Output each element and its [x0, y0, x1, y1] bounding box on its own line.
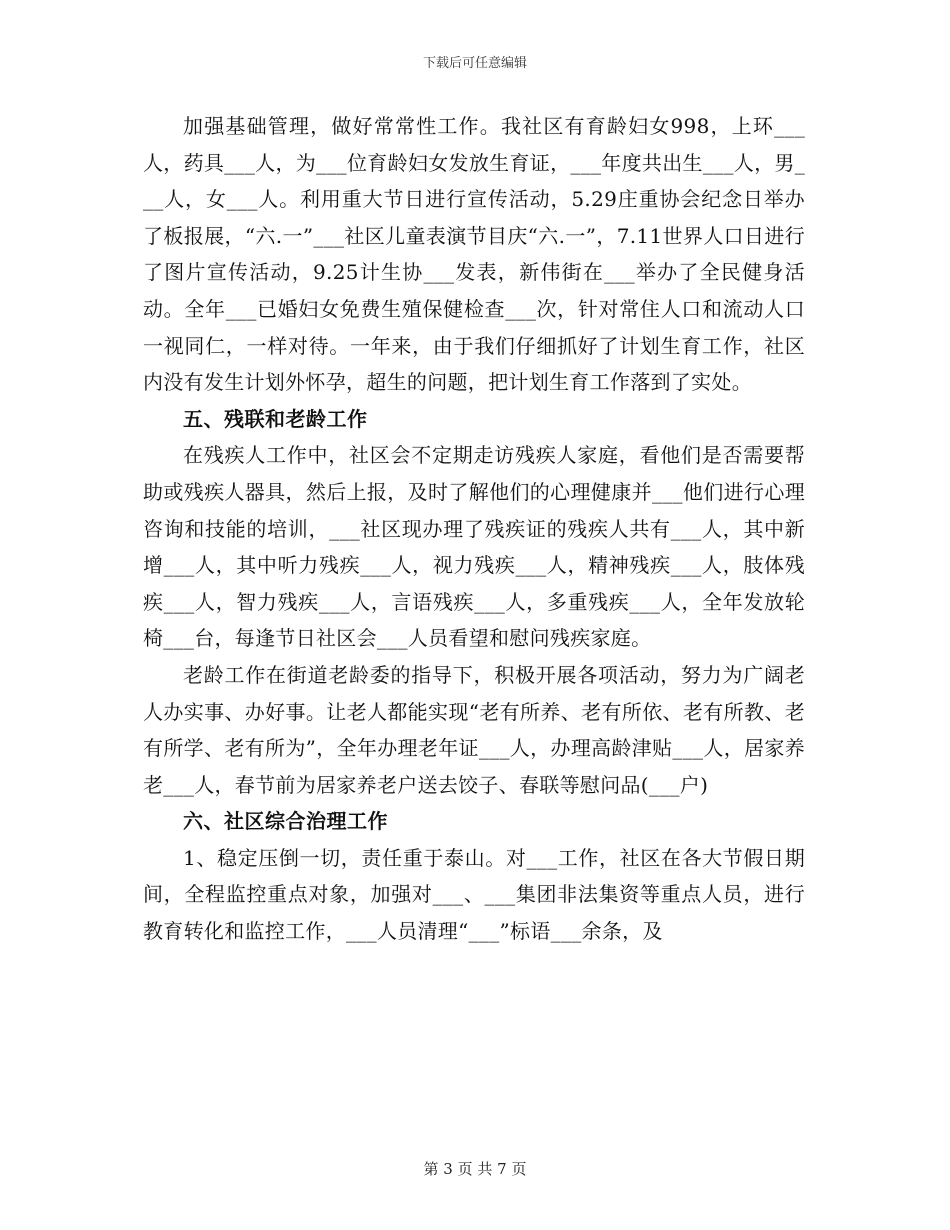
paragraph-family-planning: 加强基础管理，做好常常性工作。我社区有育龄妇女998，上环___人，药具___人，为___位育龄妇女发放生育证，___年度共出生___人，男___人，女___人。利用重大节日进行宣传活动，5.29庄重协会纪念日举办了板报展，“六.一”___社区儿童表演节目庆“六.一”，7.11世界人口日进行了图片宣传活动，9.25计生协___发表，新伟街在___举办了全民健身活动。全年___已婚妇女免费生殖保健检查___次，针对常住人口和流动人口一视同仁，一样对待。一年来，由于我们仔细抓好了计划生育工作，社区内没有发生计划外怀孕，超生的问题，把计划生育工作落到了实处。 — [143, 114, 805, 395]
section-heading-community-governance: 六、社区综合治理工作 — [183, 809, 388, 834]
page-header: 下载后可任意编辑 — [422, 56, 527, 71]
paragraph-elderly-work: 老龄工作在街道老龄委的指导下，积极开展各项活动，努力为广阔老人办实事、办好事。让老人都能实现“老有所养、老有所依、老有所教、老有所学、老有所为”，全年办理老年证___人，办理高龄津贴___人，居家养老___人，春节前为居家养老户送去饺子、春联等慰问品(___户) — [143, 662, 805, 797]
paragraph-disability-work: 在残疾人工作中，社区会不定期走访残疾人家庭，看他们是否需要帮助或残疾人器具，然后上报，及时了解他们的心理健康并___他们进行心理咨询和技能的培训，___社区现办理了残疾证的残疾人共有___人，其中新增___人，其中听力残疾___人，视力残疾___人，精神残疾___人，肢体残疾___人，智力残疾___人，言语残疾___人，多重残疾___人，全年发放轮椅___台，每逢节日社区会___人员看望和慰问残疾家庭。 — [143, 443, 805, 651]
page-footer: 第 3 页 共 7 页 — [423, 1160, 527, 1178]
document-body — [143, 108, 805, 950]
section-heading-disability-elderly: 五、残联和老龄工作 — [183, 406, 368, 431]
paragraph-stability: 1、稳定压倒一切，责任重于泰山。对___工作，社区在各大节假日期间，全程监控重点对象，加强对___、___集团非法集资等重点人员，进行教育转化和监控工作，___人员清理“___”标语___余条，及 — [143, 845, 805, 944]
